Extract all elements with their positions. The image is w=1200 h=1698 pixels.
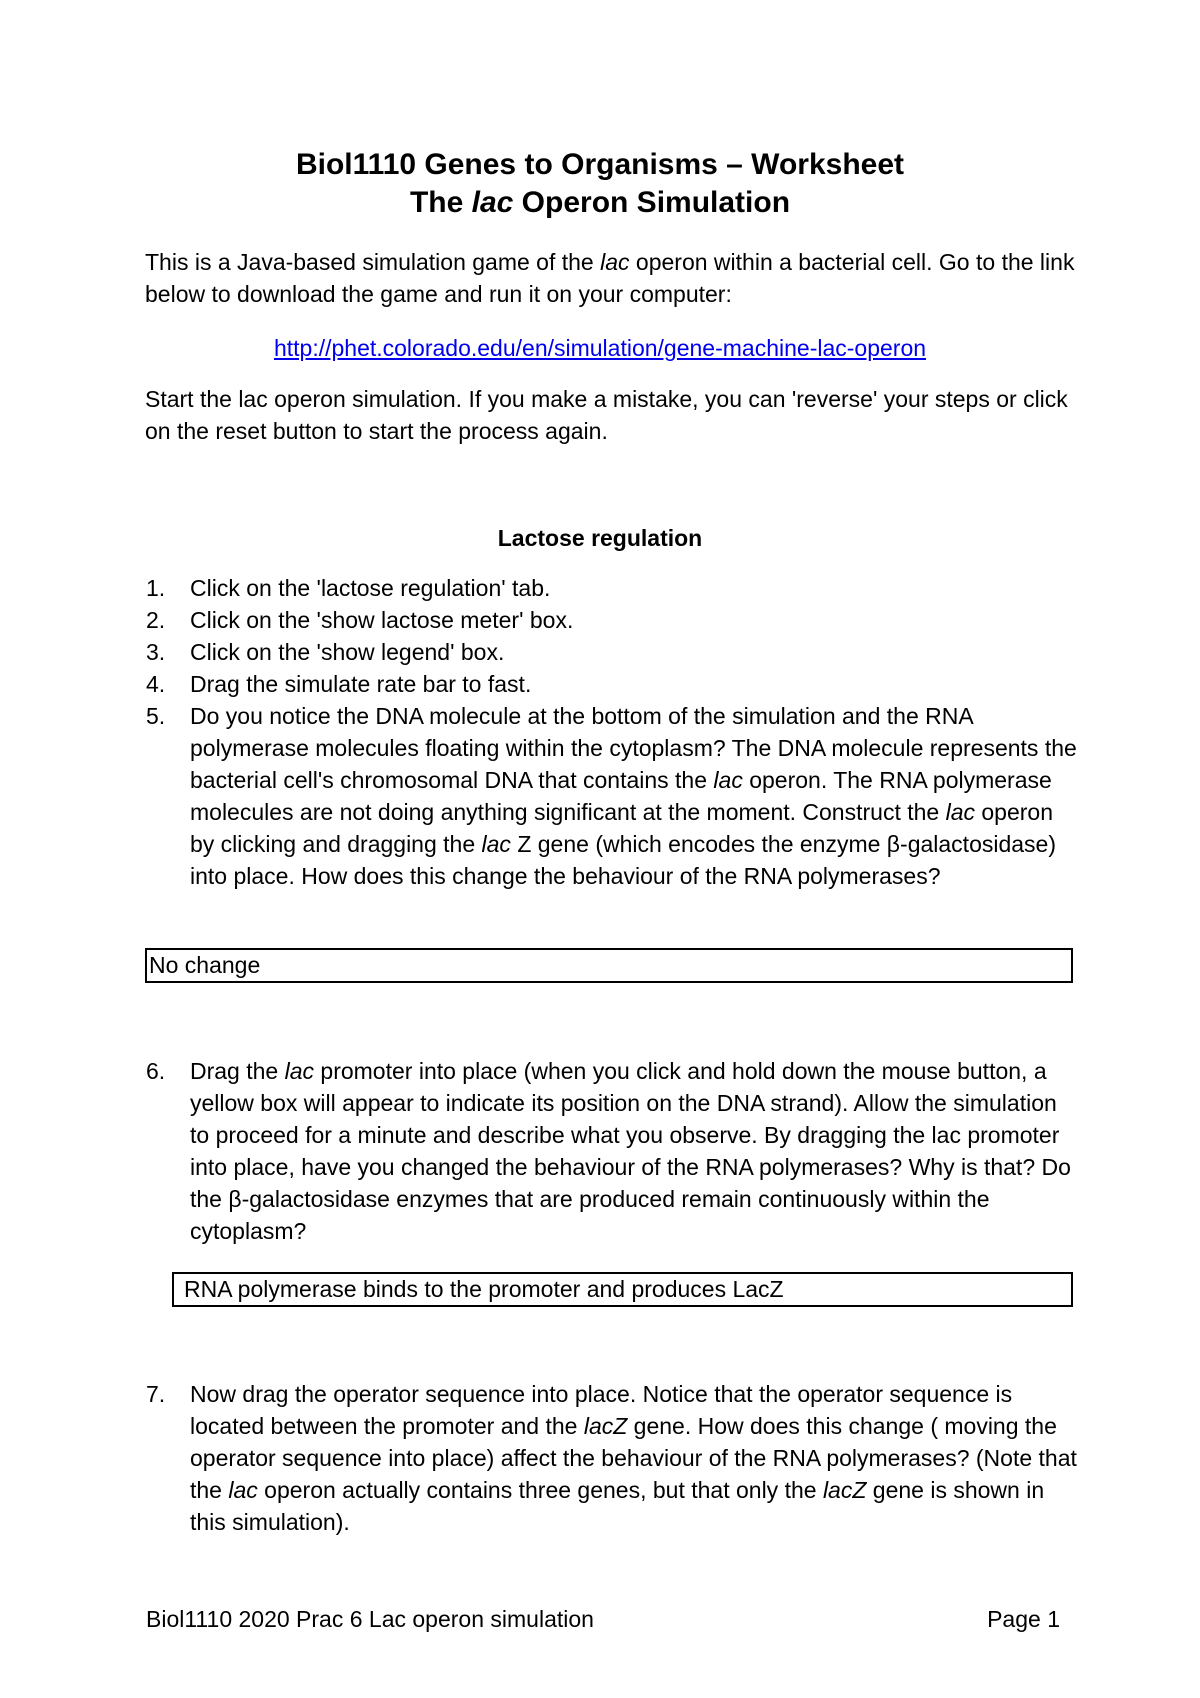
list-number: 4. bbox=[146, 671, 166, 697]
section-heading: Lactose regulation bbox=[497, 525, 703, 551]
subtitle-pre: The bbox=[409, 186, 472, 219]
list-number: 7. bbox=[146, 1381, 166, 1407]
list-text: Now drag the operator sequence into place. Notice that the operator sequence is located between the promoter and the lacZ gene. How does this change ( moving the operator sequence into place) affect the behaviour of the RNA polymerases? (Note that the lac operon actually contains three genes, but that only the lacZ gene is shown in this simulation). bbox=[190, 1381, 1077, 1535]
list-number: 2. bbox=[146, 607, 166, 633]
list-number: 5. bbox=[146, 703, 166, 729]
download-link-line bbox=[0, 332, 1200, 364]
intro-italic: lac bbox=[600, 249, 630, 275]
list-number: 1. bbox=[146, 575, 166, 601]
answer-field-5[interactable]: No change bbox=[145, 948, 1073, 983]
list-text: Drag the lac promoter into place (when you click and hold down the mouse button, a yellow box will appear to indicate its position on the DNA strand). Allow the simulation to proceed for a minute and describe what you observe. By dragging the lac promoter into place, have you changed the behaviour of the RNA polymerases? Why is that? Do the β-galactosidase enzymes that are produced remain continuously within the cytoplasm? bbox=[190, 1058, 1071, 1244]
answer-field-6[interactable]: RNA polymerase binds to the promoter and produces LacZ bbox=[172, 1272, 1073, 1307]
subtitle-post: Operon Simulation bbox=[513, 186, 791, 219]
footer-document-name: Biol1110 2020 Prac 6 Lac operon simulation bbox=[146, 1606, 594, 1632]
intro-paragraph bbox=[145, 246, 1075, 310]
footer-page-number: Page 1 bbox=[987, 1606, 1060, 1632]
list-text: Drag the simulate rate bar to fast. bbox=[190, 671, 532, 697]
list-number: 6. bbox=[146, 1058, 166, 1084]
list-text: Do you notice the DNA molecule at the bottom of the simulation and the RNA polymerase molecules floating within the cytoplasm? The DNA molecule represents the bacterial cell's chromosomal DNA that contains the lac operon. The RNA polymerase molecules are not doing anything significant at the moment. Construct the lac operon by clicking and dragging the lac Z gene (which encodes the enzyme β-galactosidase) into place. How does this change the behaviour of the RNA polymerases? bbox=[190, 703, 1077, 889]
list-text: Click on the 'lactose regulation' tab. bbox=[190, 575, 551, 601]
page-subtitle bbox=[0, 184, 1200, 222]
list-number: 3. bbox=[146, 639, 166, 665]
intro-text-b: operon within a bacterial cell. Go to the link below to download the game and run it on your computer: bbox=[145, 249, 1075, 307]
page-title: Biol1110 Genes to Organisms – Worksheet bbox=[295, 148, 905, 181]
simulation-link[interactable]: http://phet.colorado.edu/en/simulation/gene-machine-lac-operon bbox=[273, 335, 927, 361]
list-text: Click on the 'show legend' box. bbox=[190, 639, 505, 665]
start-paragraph: Start the lac operon simulation. If you make a mistake, you can 'reverse' your steps or click on the reset button to start the process again. bbox=[145, 386, 1068, 444]
list-text: Click on the 'show lactose meter' box. bbox=[190, 607, 574, 633]
intro-text-a: This is a Java-based simulation game of the bbox=[145, 249, 601, 275]
subtitle-italic: lac bbox=[471, 186, 514, 219]
